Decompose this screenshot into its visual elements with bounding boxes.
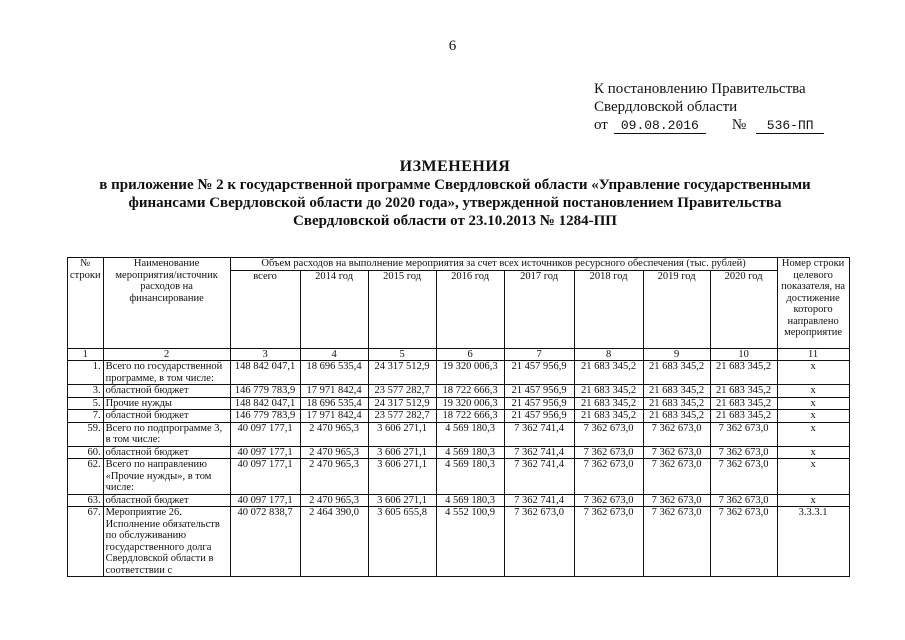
value-cell: 7 362 673,0 <box>504 507 574 577</box>
header-target-row: Номер строки целевого показателя, на достижение которого направлено мероприятие <box>777 258 849 349</box>
value-cell: 146 779 783,9 <box>230 385 300 398</box>
value-cell: 21 683 345,2 <box>710 397 777 410</box>
value-cell: 7 362 673,0 <box>710 494 777 507</box>
value-cell: 18 722 666,3 <box>436 385 504 398</box>
value-cell: 7 362 673,0 <box>710 507 777 577</box>
row-number-cell: 1. <box>68 361 104 385</box>
value-cell: 2 470 965,3 <box>300 422 368 446</box>
header-volume: Объем расходов на выполнение мероприятия за счет всех источников ресурсного обеспечения (тыс. рублей) <box>230 258 777 271</box>
title-line-2: финансами Свердловской области до 2020 года», утвержденной постановлением Правительства <box>128 195 782 211</box>
column-numbers-row <box>68 348 850 361</box>
value-cell: 7 362 741,4 <box>504 422 574 446</box>
value-cell: 3 606 271,1 <box>368 494 436 507</box>
column-number: 4 <box>300 348 368 361</box>
row-name-cell: Всего по государственной программе, в том числе: <box>103 361 230 385</box>
from-label: от <box>594 117 608 133</box>
document-title <box>60 158 850 230</box>
column-number: 3 <box>230 348 300 361</box>
header-year: 2018 год <box>574 270 643 348</box>
value-cell: 21 683 345,2 <box>643 385 710 398</box>
table-row <box>68 422 850 446</box>
number-label: № <box>731 117 747 133</box>
value-cell: 21 683 345,2 <box>574 361 643 385</box>
value-cell: 7 362 673,0 <box>710 446 777 459</box>
target-row-cell: x <box>777 459 849 495</box>
value-cell: 17 971 842,4 <box>300 385 368 398</box>
value-cell: 3 606 271,1 <box>368 459 436 495</box>
row-number-cell: 7. <box>68 410 104 423</box>
row-name-cell: областной бюджет <box>103 385 230 398</box>
table-header-row <box>68 258 850 271</box>
row-number-cell: 63. <box>68 494 104 507</box>
value-cell: 3 605 655,8 <box>368 507 436 577</box>
column-number: 8 <box>574 348 643 361</box>
value-cell: 21 683 345,2 <box>574 397 643 410</box>
value-cell: 24 317 512,9 <box>368 397 436 410</box>
title-heading: ИЗМЕНЕНИЯ <box>399 158 511 175</box>
title-line-3: Свердловской области от 23.10.2013 № 1284-ПП <box>293 213 617 229</box>
row-name-cell: Прочие нужды <box>103 397 230 410</box>
value-cell: 7 362 673,0 <box>643 446 710 459</box>
value-cell: 2 470 965,3 <box>300 459 368 495</box>
row-number-cell: 67. <box>68 507 104 577</box>
table-row <box>68 446 850 459</box>
value-cell: 2 470 965,3 <box>300 494 368 507</box>
target-row-cell: x <box>777 361 849 385</box>
row-name-cell: областной бюджет <box>103 446 230 459</box>
column-number: 6 <box>436 348 504 361</box>
header-year: 2017 год <box>504 270 574 348</box>
table-row <box>68 410 850 423</box>
value-cell: 21 683 345,2 <box>710 385 777 398</box>
target-row-cell: x <box>777 397 849 410</box>
value-cell: 18 696 535,4 <box>300 361 368 385</box>
header-year: всего <box>230 270 300 348</box>
value-cell: 2 470 965,3 <box>300 446 368 459</box>
value-cell: 7 362 673,0 <box>643 422 710 446</box>
table-row <box>68 494 850 507</box>
target-row-cell: x <box>777 410 849 423</box>
table-row <box>68 361 850 385</box>
value-cell: 7 362 673,0 <box>710 459 777 495</box>
decree-date: 09.08.2016 <box>614 119 706 134</box>
header-year: 2016 год <box>436 270 504 348</box>
value-cell: 40 097 177,1 <box>230 446 300 459</box>
row-name-cell: Мероприятие 26. Исполнение обязательств по обслуживанию государственного долга Свердловской области в соответствии с <box>103 507 230 577</box>
row-name-cell: Всего по подпрограмме 3, в том числе: <box>103 422 230 446</box>
column-number: 11 <box>777 348 849 361</box>
value-cell: 148 842 047,1 <box>230 397 300 410</box>
title-line-1: в приложение № 2 к государственной программе Свердловской области «Управление государственными <box>99 177 811 193</box>
changes-table <box>67 257 850 577</box>
column-number: 1 <box>68 348 104 361</box>
column-number: 5 <box>368 348 436 361</box>
value-cell: 7 362 673,0 <box>574 422 643 446</box>
value-cell: 7 362 673,0 <box>643 507 710 577</box>
decree-number: 536-ПП <box>756 119 824 134</box>
value-cell: 40 097 177,1 <box>230 459 300 495</box>
value-cell: 21 683 345,2 <box>574 385 643 398</box>
value-cell: 19 320 006,3 <box>436 397 504 410</box>
value-cell: 7 362 673,0 <box>643 494 710 507</box>
row-number-cell: 60. <box>68 446 104 459</box>
target-row-cell: x <box>777 446 849 459</box>
row-name-cell: областной бюджет <box>103 494 230 507</box>
value-cell: 23 577 282,7 <box>368 385 436 398</box>
header-row-no: № строки <box>68 258 104 349</box>
value-cell: 4 569 180,3 <box>436 422 504 446</box>
value-cell: 7 362 673,0 <box>574 494 643 507</box>
page-number: 6 <box>448 38 457 54</box>
value-cell: 7 362 673,0 <box>574 459 643 495</box>
header-year: 2014 год <box>300 270 368 348</box>
target-row-cell: x <box>777 422 849 446</box>
column-number: 7 <box>504 348 574 361</box>
reference-line-3 <box>594 116 894 134</box>
value-cell: 21 457 956,9 <box>504 385 574 398</box>
value-cell: 21 457 956,9 <box>504 397 574 410</box>
value-cell: 40 097 177,1 <box>230 422 300 446</box>
value-cell: 21 683 345,2 <box>710 361 777 385</box>
value-cell: 17 971 842,4 <box>300 410 368 423</box>
value-cell: 24 317 512,9 <box>368 361 436 385</box>
target-row-cell: x <box>777 494 849 507</box>
value-cell: 21 457 956,9 <box>504 410 574 423</box>
value-cell: 2 464 390,0 <box>300 507 368 577</box>
table-row <box>68 459 850 495</box>
row-name-cell: областной бюджет <box>103 410 230 423</box>
header-year: 2020 год <box>710 270 777 348</box>
value-cell: 4 569 180,3 <box>436 494 504 507</box>
value-cell: 7 362 741,4 <box>504 494 574 507</box>
value-cell: 19 320 006,3 <box>436 361 504 385</box>
value-cell: 4 552 100,9 <box>436 507 504 577</box>
row-number-cell: 62. <box>68 459 104 495</box>
value-cell: 7 362 673,0 <box>574 446 643 459</box>
value-cell: 7 362 741,4 <box>504 459 574 495</box>
header-year: 2015 год <box>368 270 436 348</box>
header-name: Наименование мероприятия/источник расходов на финансирование <box>103 258 230 349</box>
value-cell: 7 362 741,4 <box>504 446 574 459</box>
value-cell: 21 457 956,9 <box>504 361 574 385</box>
column-number: 9 <box>643 348 710 361</box>
value-cell: 21 683 345,2 <box>643 410 710 423</box>
value-cell: 7 362 673,0 <box>710 422 777 446</box>
reference-block <box>594 80 894 134</box>
value-cell: 21 683 345,2 <box>643 397 710 410</box>
column-number: 2 <box>103 348 230 361</box>
value-cell: 4 569 180,3 <box>436 459 504 495</box>
reference-line-2: Свердловской области <box>594 99 738 115</box>
header-year: 2019 год <box>643 270 710 348</box>
value-cell: 23 577 282,7 <box>368 410 436 423</box>
value-cell: 7 362 673,0 <box>574 507 643 577</box>
value-cell: 3 606 271,1 <box>368 446 436 459</box>
value-cell: 21 683 345,2 <box>643 361 710 385</box>
table-row <box>68 507 850 577</box>
row-number-cell: 3. <box>68 385 104 398</box>
value-cell: 7 362 673,0 <box>643 459 710 495</box>
column-number: 10 <box>710 348 777 361</box>
row-number-cell: 59. <box>68 422 104 446</box>
value-cell: 40 072 838,7 <box>230 507 300 577</box>
value-cell: 21 683 345,2 <box>574 410 643 423</box>
table-row <box>68 397 850 410</box>
reference-line-1: К постановлению Правительства <box>594 81 806 97</box>
target-row-cell: x <box>777 385 849 398</box>
row-number-cell: 5. <box>68 397 104 410</box>
value-cell: 40 097 177,1 <box>230 494 300 507</box>
value-cell: 148 842 047,1 <box>230 361 300 385</box>
value-cell: 18 696 535,4 <box>300 397 368 410</box>
value-cell: 18 722 666,3 <box>436 410 504 423</box>
target-row-cell: 3.3.3.1 <box>777 507 849 577</box>
value-cell: 21 683 345,2 <box>710 410 777 423</box>
value-cell: 3 606 271,1 <box>368 422 436 446</box>
row-name-cell: Всего по направлению «Прочие нужды», в том числе: <box>103 459 230 495</box>
table-row <box>68 385 850 398</box>
value-cell: 146 779 783,9 <box>230 410 300 423</box>
value-cell: 4 569 180,3 <box>436 446 504 459</box>
